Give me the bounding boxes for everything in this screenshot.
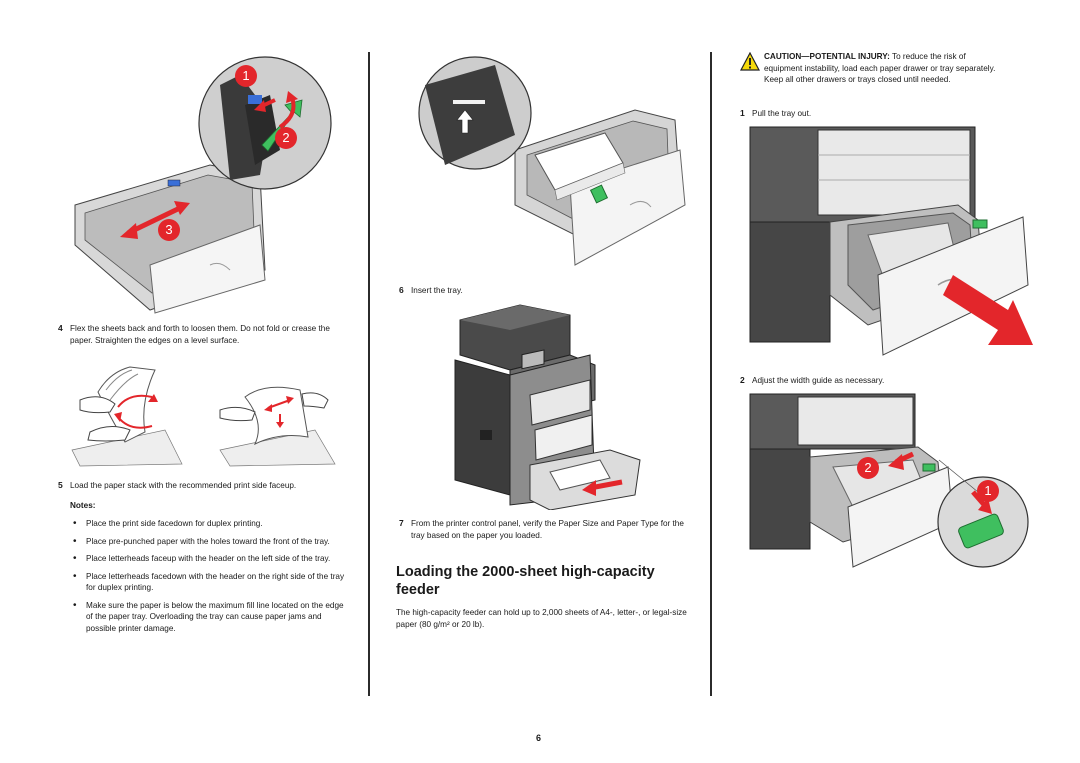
note-item: • Place letterheads faceup with the header on the left side of the tray. [70, 553, 348, 565]
step-6-text: Insert the tray. [411, 286, 463, 295]
note-item: • Place letterheads facedown with the header on the right side of the tray for duplex printing. [70, 571, 348, 594]
step-7-number: 7 [399, 518, 404, 528]
step-2-text: Adjust the width guide as necessary. [752, 376, 885, 385]
warning-icon [740, 52, 760, 72]
caution-text: To reduce the risk of equipment instability, load each paper drawer or tray separately. Keep all other drawers or trays closed until needed. [764, 52, 996, 84]
paper-tray-illustration [70, 55, 360, 315]
caution-label: CAUTION—POTENTIAL INJURY: [764, 52, 890, 61]
notes-list [70, 518, 348, 640]
column-divider-left [368, 52, 370, 696]
notes-label: Notes: [70, 501, 96, 510]
flex-paper-illustration [70, 362, 345, 467]
callout-1-right: 1 [977, 480, 999, 502]
step-5-text: Load the paper stack with the recommended print side faceup. [70, 481, 297, 490]
caution-notice [764, 51, 996, 86]
step-7-text: From the printer control panel, verify the Paper Size and Paper Type for the tray based on the paper you loaded. [411, 519, 684, 540]
section-body: The high-capacity feeder can hold up to 2,000 sheets of A4-, letter-, or legal-size paper (80 g/m² or 20 lb). [396, 608, 687, 629]
page-number: 6 [536, 733, 542, 743]
column-divider-right [710, 52, 712, 696]
step-5-number: 5 [58, 480, 63, 490]
callout-3: 3 [158, 219, 180, 241]
step-1-text: Pull the tray out. [752, 109, 812, 118]
section-heading: Loading the 2000-sheet high-capacity feeder [396, 564, 655, 598]
insert-tray-illustration [405, 55, 690, 275]
note-item: • Place the print side facedown for duplex printing. [70, 518, 348, 530]
callout-2: 2 [275, 127, 297, 149]
width-guide-illustration [748, 392, 1033, 572]
printer-illustration [450, 300, 645, 510]
step-2-number: 2 [740, 375, 745, 385]
callout-2-right: 2 [857, 457, 879, 479]
step-1-number: 1 [740, 108, 745, 118]
note-item: • Make sure the paper is below the maximum fill line located on the edge of the paper tray. Overloading the tray can cause paper jams and possible printer damage. [70, 600, 348, 635]
pull-tray-illustration [748, 125, 1033, 365]
step-6-number: 6 [399, 285, 404, 295]
step-4-number: 4 [58, 323, 63, 333]
callout-1: 1 [235, 65, 257, 87]
note-item: • Place pre-punched paper with the holes toward the front of the tray. [70, 536, 348, 548]
step-4-text: Flex the sheets back and forth to loosen them. Do not fold or crease the paper. Straighten the edges on a level surface. [70, 324, 330, 345]
